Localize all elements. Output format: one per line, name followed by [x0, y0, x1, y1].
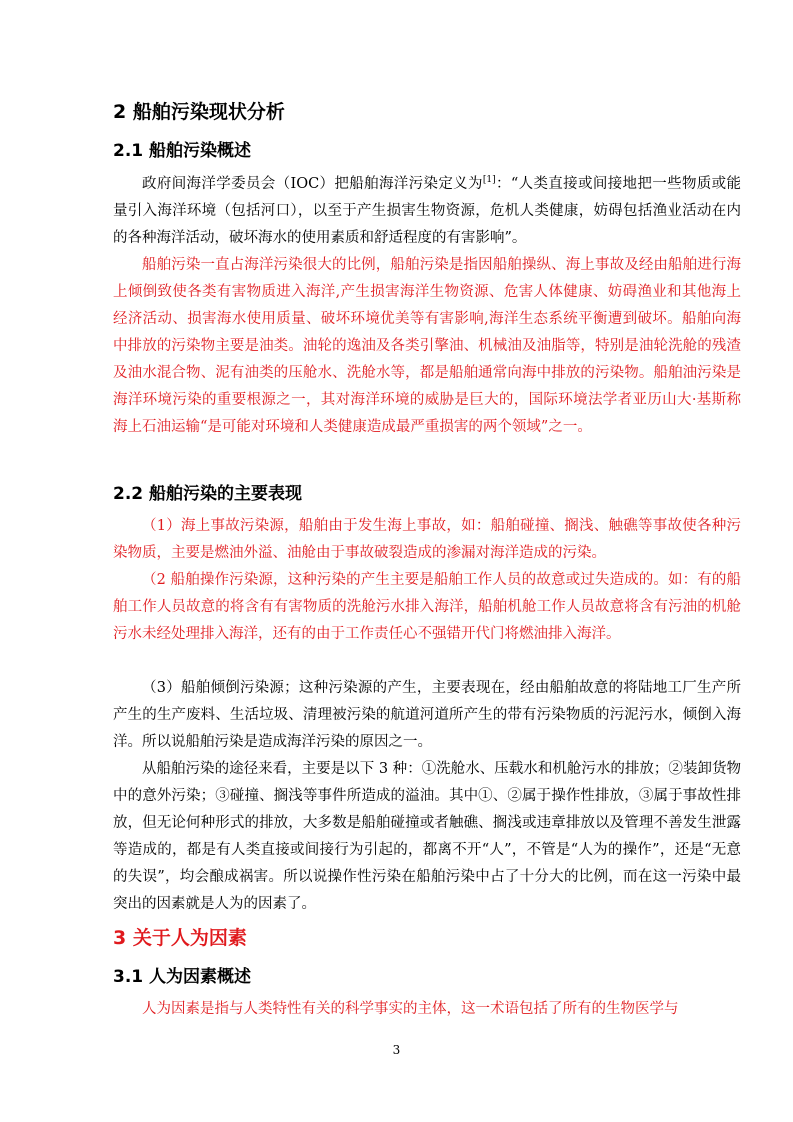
paragraph-ioc-text-after-ref: ：“人类直接或间接地把一些物质或能量引入海洋环境（包括河口），以至于产生损害生物资源，危机人类健康，妨碍包括渔业活动在内的各种海洋活动，破坏海水的使用素质和舒适程度的有害影响”。: [113, 176, 741, 246]
section-2-heading: 2 船舶污染现状分析: [113, 101, 285, 123]
section-3-1-heading: 3.1 人为因素概述: [113, 967, 252, 987]
section-2-2-heading: 2.2 船舶污染的主要表现: [113, 484, 303, 504]
page-number: 3: [392, 1043, 401, 1057]
section-3-heading: 3 关于人为因素: [113, 927, 247, 949]
citation-reference[interactable]: [1]: [482, 175, 496, 186]
paragraph-human-factors: 人为因素是指与人类特性有关的科学事实的主体，这一术语包括了所有的生物医学与: [142, 1001, 679, 1017]
paragraph-dumping-source: （3）船舶倾倒污染源；这种污染源的产生，主要表现在，经由船舶故意的将陆地工厂生产所产生的生产废料、生活垃圾、清理被污染的航道河道所产生的带有污染物质的污泥污水，倾倒入海洋。所以说船舶污染是造成海洋污染的原因之一。: [113, 680, 741, 750]
paragraph-ship-pollution-overview: 船舶污染一直占海洋污染很大的比例，船舶污染是指因船舶操纵、海上事故及经由船舶进行海上倾倒致使各类有害物质进入海洋,产生损害海洋生物资源、危害人体健康、妨碍渔业和其他海上经济活动、损害海水使用质量、破坏环境优美等有害影响,海洋生态系统平衡遭到破坏。船舶向海中排放的污染物主要是油类。油轮的逸油及各类引擎油、机械油及油脂等，特别是油轮洗舱的残渣及油水混合物、泥有油类的压舱水、洗舱水等，都是船舶通常向海中排放的污染物。船舶油污染是海洋环境污染的重要根源之一，其对海洋环境的威胁是巨大的，国际环境法学者亚历山大·基斯称海上石油运输“是可能对环境和人类健康造成最严重损害的两个领域”之一。: [113, 257, 741, 435]
paragraph-ioc-definition: [113, 171, 741, 252]
section-2-1-heading: 2.1 船舶污染概述: [113, 141, 252, 161]
paragraph-ioc-text-before-ref: 政府间海洋学委员会（IOC）把船舶海洋污染定义为: [142, 176, 483, 192]
paragraph-operational-source: （2 船舶操作污染源，这种污染的产生主要是船舶工作人员的故意或过失造成的。如：有的船舶工作人员故意的将含有有害物质的洗舱污水排入海洋，船舶机舱工作人员故意将含有污油的机舱污水未经处理排入海洋，还有的由于工作责任心不强错开代门将燃油排入海洋。: [113, 572, 741, 642]
paragraph-pollution-pathways: 从船舶污染的途径来看，主要是以下 3 种：①洗舱水、压载水和机舱污水的排放；②装卸货物中的意外污染；③碰撞、搁浅等事件所造成的溢油。其中①、②属于操作性排放，③属于事故性排放，但无论何种形式的排放，大多数是船舶碰撞或者触礁、搁浅或违章排放以及管理不善发生泄露等造成的，都是有人类直接或间接行为引起的，都离不开“人”，不管是“人为的操作”，还是“无意的失误”，均会酿成祸害。所以说操作性污染在船舶污染中占了十分大的比例，而在这一污染中最突出的因素就是人为的因素了。: [113, 761, 741, 912]
paragraph-accident-source: （1）海上事故污染源，船舶由于发生海上事故，如：船舶碰撞、搁浅、触礁等事故使各种污染物质，主要是燃油外溢、油舱由于事故破裂造成的渗漏对海洋造成的污染。: [113, 518, 741, 561]
